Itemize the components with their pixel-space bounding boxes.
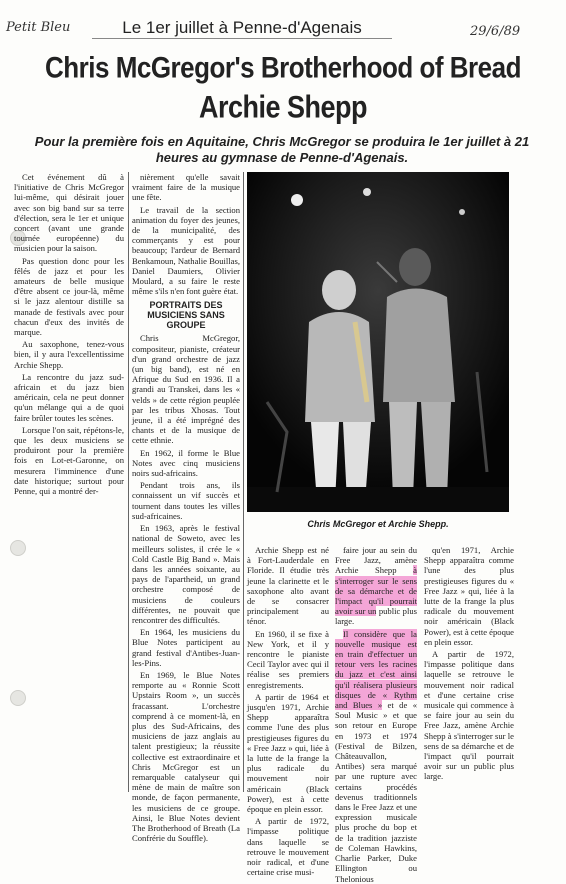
paragraph: Pas question donc pour les fêlés de jazz et pour les amateurs de belle musique d'être absent ce jour-là, même si le jazz alentour distille sa manade de festivals avec pour chacun d'eux des invités de marque. [14, 255, 124, 338]
article-column-5 [424, 545, 514, 795]
handwritten-date: 29/6/89 [470, 24, 521, 39]
paragraph: Au saxophone, tenez-vous bien, il y aura l'excellentissime Archie Shepp. [14, 339, 124, 370]
highlighted-text: Il considère que la nouvelle musique est en train d'effectuer un retour vers les racines du jazz et c'est ainsi qu'il réalisera plusieurs disques de « Rythm and Blues » [335, 628, 417, 711]
article-column-1 [14, 172, 124, 792]
highlighted-text: à s'interroger sur le sens de sa démarche et de l'impact qu'il pourrait avoir sur un [335, 565, 417, 617]
paragraph: A partir de 1972, l'impasse politique dans laquelle se retrouve le mouvement noir radical, et d'une certaine crise musi- [247, 816, 329, 878]
paragraph: Cet événement dû à l'initiative de Chris McGregor lui-même, qui désirait jouer avec son big band sur sa terre d'élection, sera le 1er et unique concert (avant une grande tournée européenne) du musicien pour la saison. [14, 172, 124, 254]
paragraph: qu'en 1971, Archie Shepp apparaîtra comme l'une des plus prestigieuses figures du « Free Jazz » qui, liée à la lutte de la frange la plus radicale du mouvement noir américain (Black Power), est à cette époque en plein essor. [424, 545, 514, 647]
column-divider [243, 172, 244, 792]
paragraph: faire jour au sein du Free Jazz, amène Archie Shepp à s'interroger sur le sens de sa démarche et de l'impact qu'il pourrait avoir sur un public plus large. [335, 545, 417, 627]
paragraph: Lorsque l'on sait, répétons-le, que les deux musiciens se produiront pour la première fois en Lot-et-Garonne, on mesurera l'imminence d'une date historique; surtout pour Penne, qui a montré der- [14, 424, 124, 497]
paragraph: En 1962, il forme le Blue Notes avec cinq musiciens noirs sud-africains. [132, 447, 240, 479]
paragraph: A partir de 1972, l'impasse politique dans laquelle se retrouve le mouvement noir radical et d'une certaine crise musicale qui commence à se faire jour au sein du Free Jazz, amène Archie Shepp à s'interroger sur le sens de sa démarche et de l'impact qu'il pourrait avoir sur un public plus large. [424, 649, 514, 782]
article-column-2 [132, 172, 240, 844]
paragraph: En 1964, les musiciens du Blue Notes participent au grand festival d'Antibes-Juan-les-Pins. [132, 627, 240, 668]
paragraph: La rencontre du jazz sud-africain et du jazz bien américain, cela ne peut donner qu'un mélange qui a de quoi faire brûler toutes les scènes. [14, 371, 124, 423]
paragraph: Le travail de la section animation du foyer des jeunes, de la municipalité, des commerçants y est pour beaucoup; l'ardeur de Bernard Benkamoun, Nathalie Bouillas, Daniel Daumiers, Olivier Moulard, a su faire le reste même s'ils n'en font guère état. [132, 204, 240, 297]
main-title: Chris McGregor's Brotherhood of Bread [45, 49, 521, 85]
paragraph: Pendant trois ans, ils connaissent un vif succès et tournent dans toutes les villes sud-africaines. [132, 480, 240, 521]
article-column-3 [247, 545, 329, 878]
article-column-4 [335, 545, 417, 884]
kicker-headline: Le 1er juillet à Penne-d'Agenais [92, 18, 392, 39]
handwritten-source: Petit Bleu [6, 20, 71, 35]
sub-title: Archie Shepp [198, 89, 368, 125]
paragraph: Chris McGregor, compositeur, pianiste, créateur d'un grand orchestre de jazz (un big band), est né en Afrique du Sud en 1936. Il a grandi au Transkei, dans les « velds » de cette région peuplée par les tribus Xhosas. Tout jeune, il a été imprégné des chants et de la musique de cette ethnie. [132, 333, 240, 446]
paragraph: En 1960, il se fixe à New York, et il y rencontre le pianiste Cecil Taylor avec qui il réalise ses premiers enregistrements. [247, 628, 329, 690]
musicians-photo-image [247, 172, 509, 512]
concert-photo [247, 172, 509, 512]
column-divider [128, 172, 129, 792]
section-heading: PORTRAITS DES MUSICIENS SANS GROUPE [147, 300, 225, 331]
paragraph: Il considère que la nouvelle musique est en train d'effectuer un retour vers les racines du jazz et c'est ainsi qu'il réalisera plusieurs disques de « Rythm and Blues » et de « Soul Music » et que son retour en Europe en 1973 et 1974 (Festival de Bilzen, Châteauvallon, Antibes) sera marqué par une rupture avec certains procédés devenus traditionnels dans le Free Jazz et une expression musicale plus proche du bop et de la tradition jazziste de Coleman Hawkins, Charlie Parker, Duke Ellington ou Thelonious [335, 628, 417, 884]
lede: Pour la première fois en Aquitaine, Chris McGregor se produira le 1er juillet à 21 heures au gymnase de Penne-d'Agenais. [34, 134, 530, 165]
photo-caption: Chris McGregor et Archie Shepp. [307, 519, 449, 529]
paragraph: Archie Shepp est né à Fort-Lauderdale en Floride. Il étudie très jeune la clarinette et le saxophone alto avant de se consacrer principalement au ténor. [247, 545, 329, 627]
paragraph: En 1969, le Blue Notes remporte au « Ronnie Scott Upstairs Room », un succès fracassant. L'orchestre comprend à ce moment-là, en plus des Sud-Africains, des musiciens de jazz anglais au talent prestigieux; la réussite collective est extraordinaire et Chris McGregor est un remarquable catalyseur qui mène de main de maître son monde, de façon permanente, les musiciens de ce groupe. Ainsi, le Blue Notes devient The Brotherhood of Breath (La Confrérie du Souffle). [132, 669, 240, 844]
paragraph: nièrement qu'elle savait vraiment faire de la musique une fête. [132, 172, 240, 203]
paragraph: A partir de 1964 et jusqu'en 1971, Archie Shepp apparaîtra comme l'une des plus prestigieuses figures du « Free Jazz » qui, liée à la lutte de la frange la plus radicale du mouvement noir américain (Black Power), est à cette époque en plein essor. [247, 691, 329, 815]
paragraph: En 1963, après le festival national de Soweto, avec les meilleurs solistes, il crée le « Cold Castle Big Band ». Mais dans les années soixante, au pays de l'apartheid, un grand orchestre composé de musiciens de couleurs différentes, ne pouvait que rencontrer des difficultés. [132, 523, 240, 625]
